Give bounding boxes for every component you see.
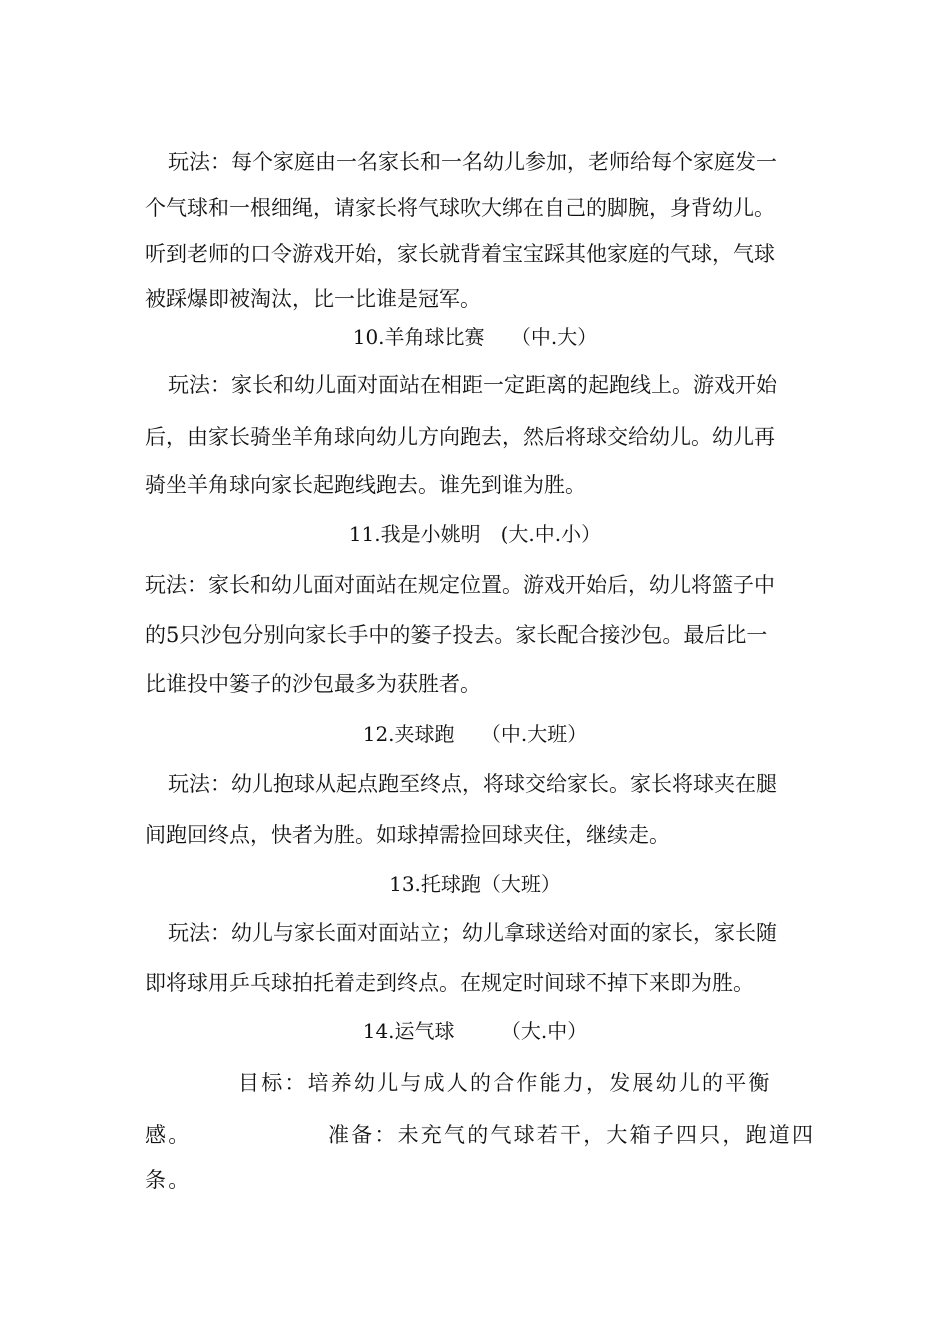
section-heading: 13.托球跑（大班） [389, 872, 561, 896]
section-heading: 11.我是小姚明 (大.中.小） [348, 522, 602, 546]
paragraph-line: 比谁投中篓子的沙包最多为获胜者。 [145, 672, 481, 696]
section-heading: 10.羊角球比赛 （中.大） [352, 325, 598, 349]
paragraph-line: 玩法：家长和幼儿面对面站在规定位置。游戏开始后，幼儿将篮子中 [145, 573, 775, 597]
paragraph-line: 玩法：幼儿与家长面对面站立；幼儿拿球送给对面的家长，家长随 [168, 921, 777, 945]
paragraph-line: 的5只沙包分别向家长手中的篓子投去。家长配合接沙包。最后比一 [145, 623, 768, 647]
paragraph-line: 准备：未充气的气球若干，大箱子四只，跑道四 [328, 1123, 816, 1147]
paragraph-line: 个气球和一根细绳，请家长将气球吹大绑在自己的脚腕，身背幼儿。 [145, 196, 775, 220]
paragraph-line: 目标：培养幼儿与成人的合作能力，发展幼儿的平衡 [238, 1071, 772, 1095]
paragraph-line: 条。 [145, 1168, 192, 1192]
paragraph-line: 玩法：幼儿抱球从起点跑至终点，将球交给家长。家长将球夹在腿 [168, 772, 777, 796]
paragraph-line: 后，由家长骑坐羊角球向幼儿方向跑去，然后将球交给幼儿。幼儿再 [145, 425, 775, 449]
paragraph-line: 间跑回终点，快者为胜。如球掉需捡回球夹住，继续走。 [145, 823, 670, 847]
paragraph-line: 玩法：每个家庭由一名家长和一名幼儿参加，老师给每个家庭发一 [168, 150, 777, 174]
paragraph-line: 听到老师的口令游戏开始，家长就背着宝宝踩其他家庭的气球，气球 [145, 242, 775, 266]
paragraph-line: 感。 [145, 1123, 192, 1147]
paragraph-line: 骑坐羊角球向家长起跑线跑去。谁先到谁为胜。 [145, 473, 586, 497]
section-heading: 14.运气球 （大.中） [362, 1019, 588, 1043]
paragraph-line: 玩法：家长和幼儿面对面站在相距一定距离的起跑线上。游戏开始 [168, 373, 777, 397]
paragraph-line: 即将球用乒乓球拍托着走到终点。在规定时间球不掉下来即为胜。 [145, 971, 754, 995]
section-heading: 12.夹球跑 （中.大班） [362, 722, 588, 746]
paragraph-line: 被踩爆即被淘汰，比一比谁是冠军。 [145, 287, 481, 311]
